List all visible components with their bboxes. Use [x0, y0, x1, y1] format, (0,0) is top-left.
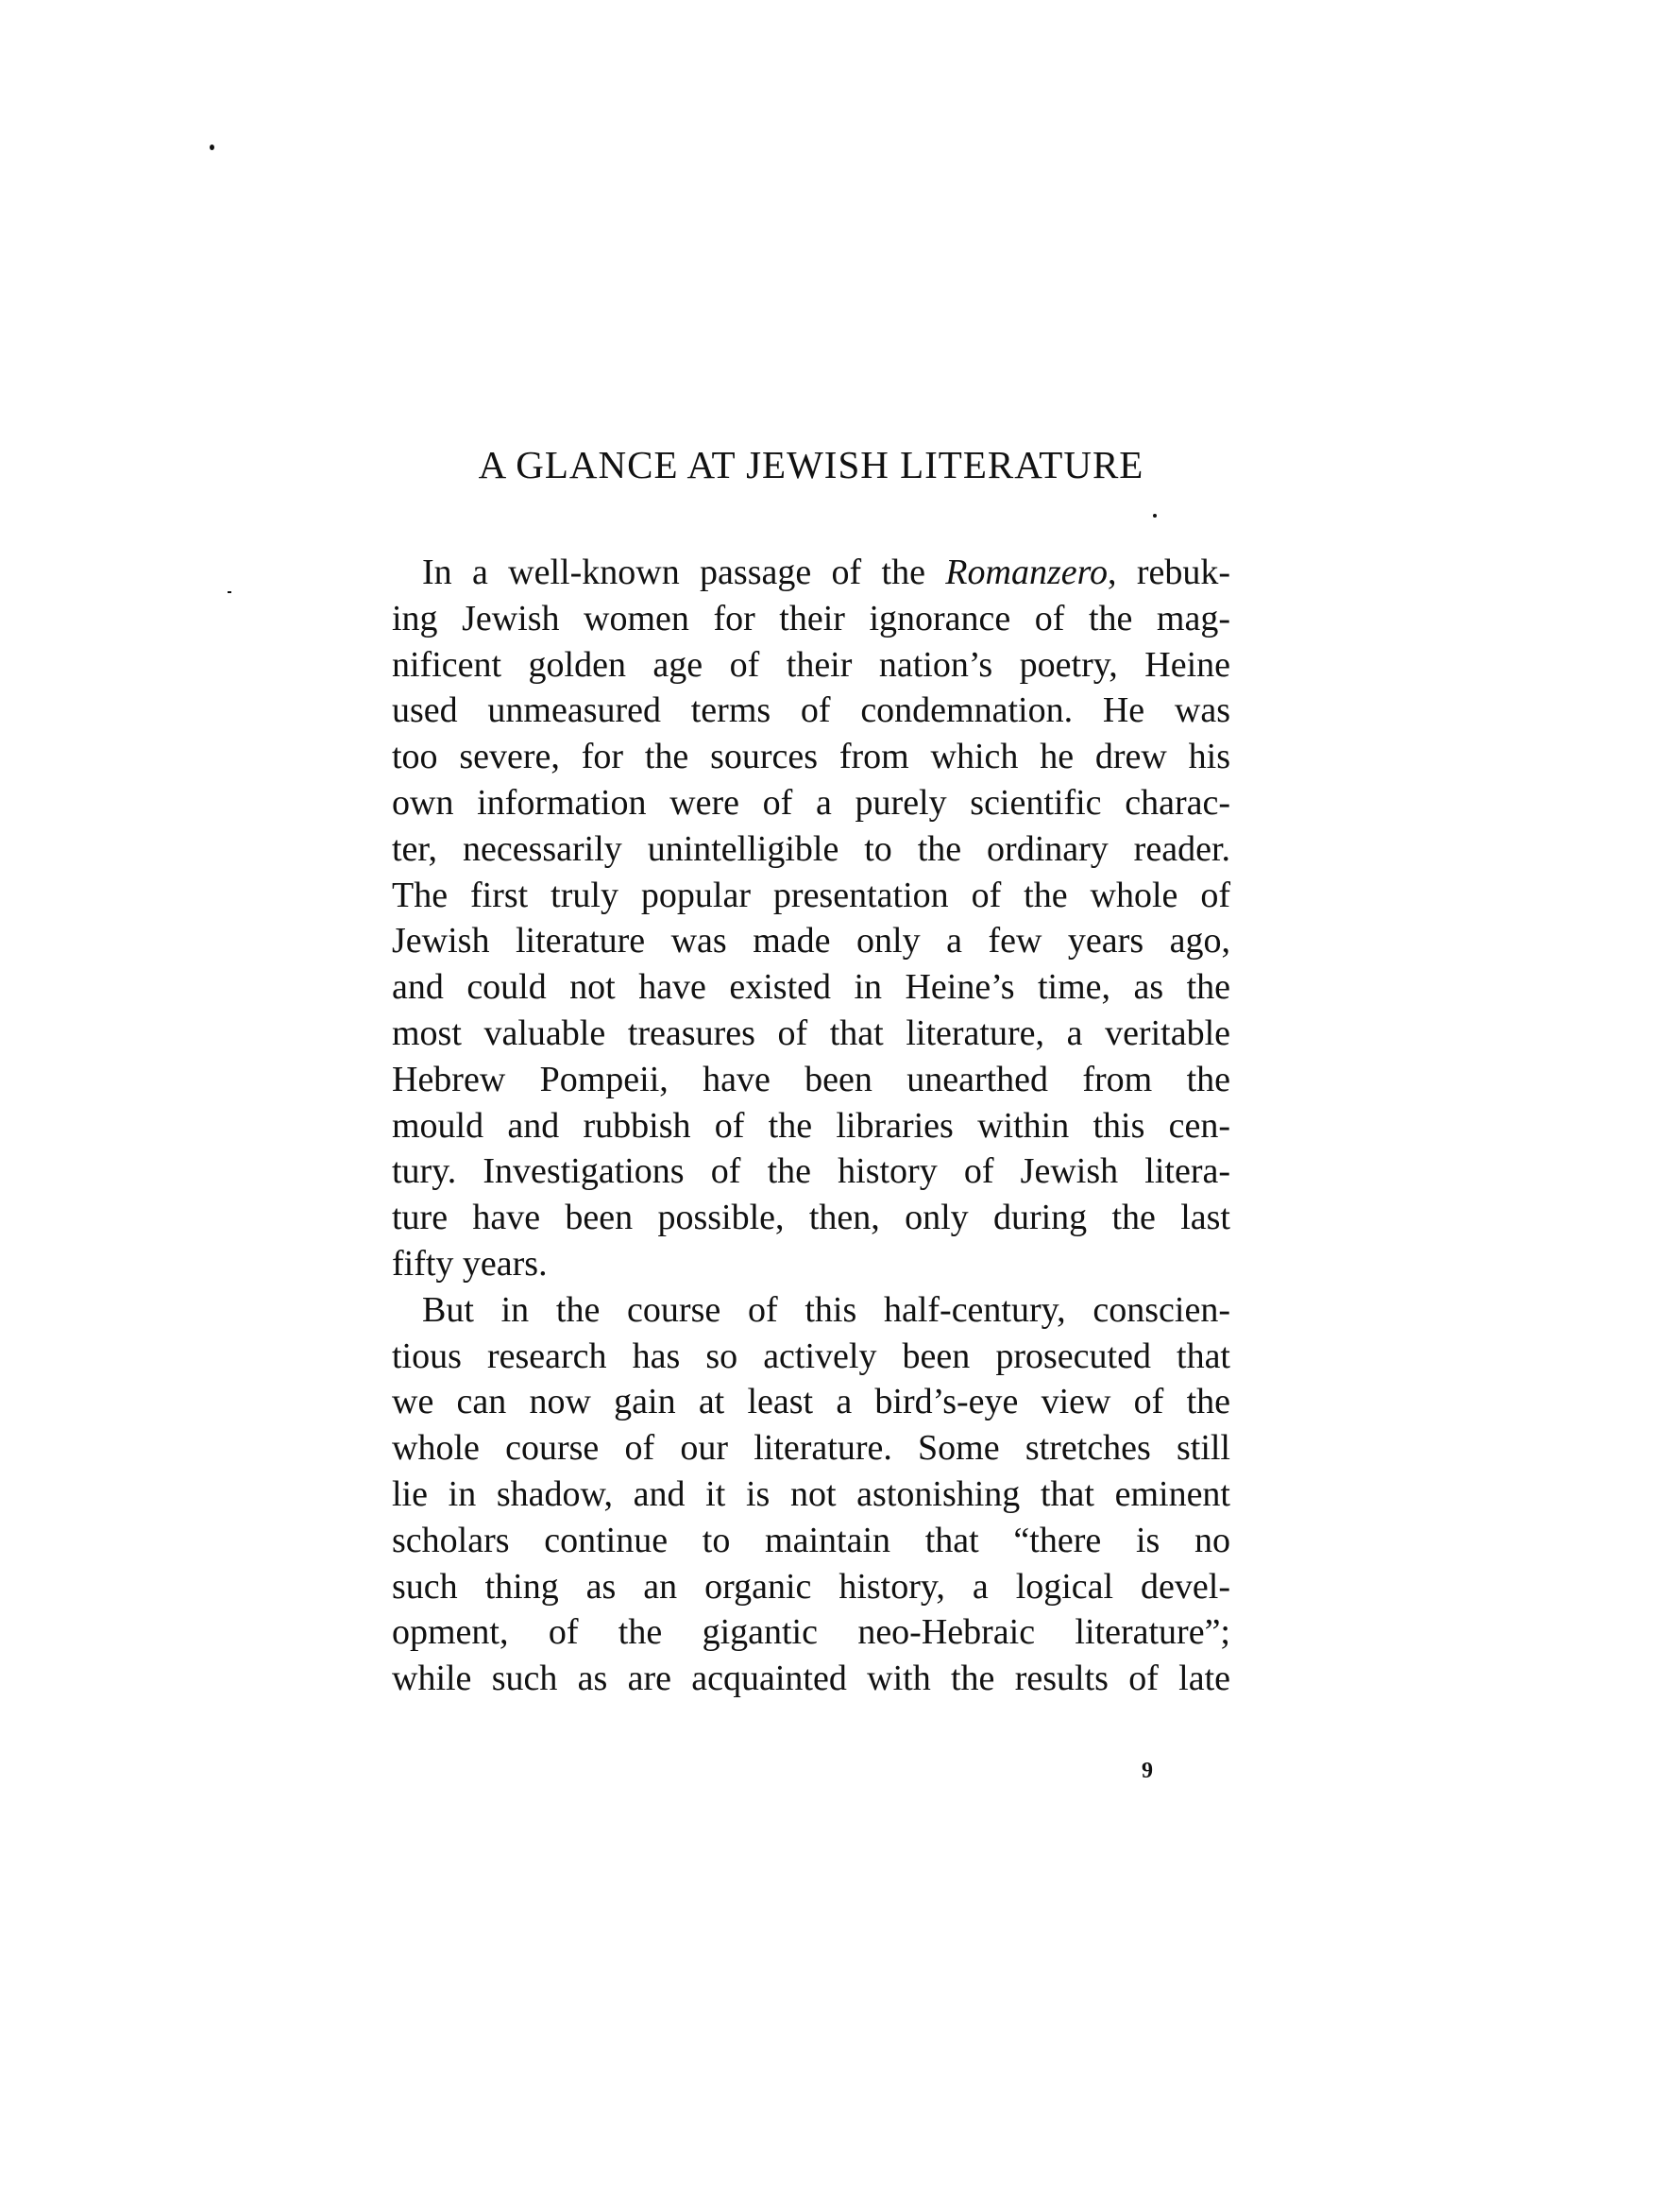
text-line: But in the course of this half-century, conscien- [422, 1289, 1230, 1330]
body-text [392, 550, 1230, 1702]
text-line: scholars continue to maintain that “there is no [392, 1520, 1230, 1560]
text-line: we can now gain at least a bird’s-eye view of the [392, 1382, 1230, 1422]
text-line: tious research has so actively been prosecuted that [392, 1336, 1230, 1376]
page-number: 9 [1142, 1759, 1153, 1783]
text-line: too severe, for the sources from which he drew his [392, 737, 1230, 777]
text-line: nificent golden age of their nation’s poetry, Heine [392, 644, 1230, 685]
scan-speck [228, 591, 231, 593]
text-line: In a well-known passage of the Romanzero, rebuk- [422, 553, 1230, 592]
text-line: and could not have existed in Heine’s time, as the [392, 967, 1230, 1008]
text-line: most valuable treasures of that literature, a veritable [392, 1012, 1230, 1053]
scan-speck [1153, 514, 1157, 518]
text-line: ture have been possible, then, only during the last [392, 1198, 1230, 1238]
text-line: such thing as an organic history, a logical devel- [392, 1566, 1230, 1607]
text-line: tury. Investigations of the history of Jewish litera- [392, 1151, 1230, 1192]
text-line: fifty years. [392, 1243, 548, 1284]
text-line: lie in shadow, and it is not astonishing that eminent [392, 1473, 1230, 1514]
scan-speck [210, 145, 214, 150]
text-line: while such as are acquainted with the results of late [392, 1659, 1230, 1699]
text-line: The first truly popular presentation of the whole of [392, 875, 1230, 915]
text-line: opment, of the gigantic neo-Hebraic literature”; [392, 1612, 1230, 1653]
text-line: used unmeasured terms of condemnation. He was [392, 690, 1230, 731]
text-line: Jewish literature was made only a few years ago, [392, 921, 1230, 961]
text-line: whole course of our literature. Some stretches still [392, 1428, 1230, 1469]
text-line: own information were of a purely scientific charac- [392, 782, 1230, 823]
text-line: ter, necessarily unintelligible to the ordinary reader. [392, 828, 1230, 869]
text-line: Hebrew Pompeii, have been unearthed from the [392, 1059, 1230, 1099]
italic-title-romanzero: Romanzero [945, 553, 1108, 592]
text-line: ing Jewish women for their ignorance of the mag- [392, 598, 1230, 638]
chapter-title: A GLANCE AT JEWISH LITERATURE [478, 443, 1144, 486]
text-line: mould and rubbish of the libraries within this cen- [392, 1105, 1230, 1146]
